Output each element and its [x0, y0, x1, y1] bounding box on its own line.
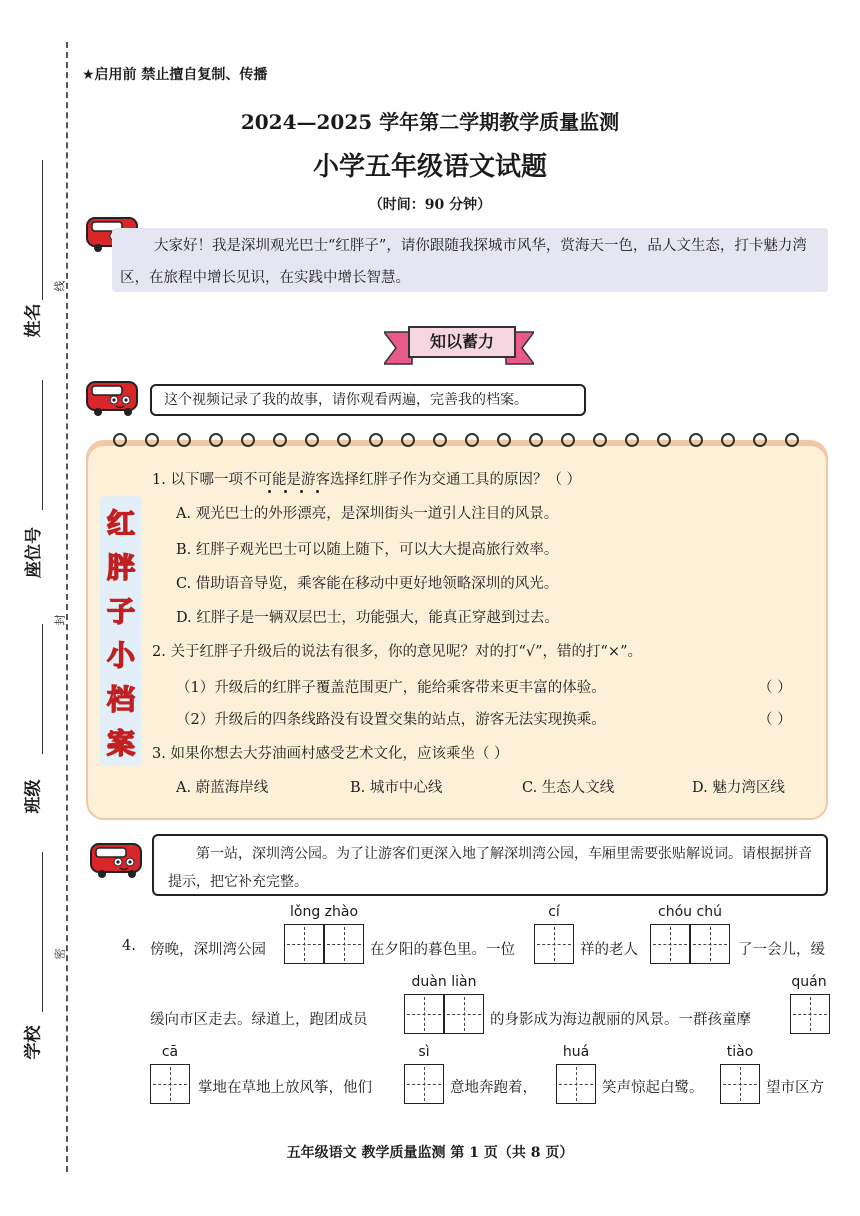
school-blank-line — [42, 852, 43, 1012]
card-title-char: 案 — [106, 727, 135, 760]
q4-text: 掌地在草地上放风筝，他们 — [198, 1080, 372, 1096]
school-label: 学校 — [23, 1025, 44, 1060]
card-title-char: 胖 — [106, 551, 135, 584]
subject-title: 小学五年级语文试题 — [312, 152, 547, 182]
seal-mark-mi: 密 — [53, 948, 67, 960]
pinyin-hint: quán — [791, 974, 827, 990]
q4-text: 缓向市区走去。绿道上，跑团成员 — [150, 1012, 368, 1028]
question-3-option-b: B. 城市中心线 — [350, 780, 443, 796]
q4-text: 了一会儿，缓 — [738, 942, 825, 958]
seal-mark-feng: 封 — [53, 614, 67, 626]
q4-text: 望市区方 — [766, 1080, 824, 1096]
tianzige-box[interactable] — [324, 924, 364, 964]
card-title-char: 子 — [106, 595, 135, 628]
name-label: 姓名 — [23, 303, 44, 338]
pinyin-hint: cā — [161, 1044, 179, 1060]
tianzige-box[interactable] — [534, 924, 574, 964]
emphasis-dot — [268, 490, 271, 493]
page-footer: 五年级语文 教学质量监测 第 1 页（共 8 页） — [286, 1145, 574, 1161]
binding-dashed-line — [66, 42, 68, 1172]
bus-profile-card — [86, 440, 828, 820]
card-title-char: 红 — [106, 507, 135, 540]
question-4-number: 4. — [122, 938, 136, 954]
seat-label: 座位号 — [24, 527, 44, 578]
pinyin-hint: sì — [418, 1044, 430, 1060]
tianzige-box[interactable] — [284, 924, 324, 964]
question-3-option-a: A. 蔚蓝海岸线 — [176, 780, 269, 796]
pinyin-hint: lǒng zhào — [289, 904, 359, 920]
tianzige-box[interactable] — [720, 1064, 760, 1104]
seat-blank-line — [42, 380, 43, 510]
q4-text: 祥的老人 — [580, 942, 638, 958]
card-title-char: 小 — [106, 639, 135, 672]
intro-box — [112, 228, 828, 292]
question-2-item-2: （2）升级后的四条线路没有设置交集的站点，游客无法实现换乘。 — [176, 712, 606, 728]
time-note: （时间：90 分钟） — [368, 197, 492, 213]
question-3-option-c: C. 生态人文线 — [522, 780, 615, 796]
q4-text: 傍晚，深圳湾公园 — [150, 942, 266, 958]
station-instruction-bubble — [152, 834, 828, 896]
pinyin-hint: chóu chú — [658, 904, 722, 920]
question-3-stem: 3. 如果你想去大芬油画村感受艺术文化，应该乘坐（ ） — [152, 746, 509, 762]
red-bus-mascot-icon — [88, 840, 146, 880]
question-2-stem: 2. 关于红胖子升级后的说法有很多，你的意见呢？对的打“√”，错的打“×”。 — [152, 644, 642, 660]
pinyin-hint: duàn liàn — [411, 974, 477, 990]
tianzige-box[interactable] — [150, 1064, 190, 1104]
pinyin-hint: huá — [562, 1044, 590, 1060]
question-1-stem: 1. 以下哪一项不可能是游客选择红胖子作为交通工具的原因？（ ） — [152, 472, 582, 488]
emphasis-dot — [284, 490, 287, 493]
q4-text: 在夕阳的暮色里。一位 — [370, 942, 515, 958]
q4-text: 的身影成为海边靓丽的风景。一群孩童摩 — [490, 1012, 751, 1028]
card-title-char: 档 — [106, 683, 135, 716]
tianzige-box[interactable] — [790, 994, 830, 1034]
video-instruction-bubble: 这个视频记录了我的故事，请你观看两遍，完善我的档案。 — [150, 384, 586, 416]
intro-text: 大家好！我是深圳观光巴士“红胖子”，请你跟随我探城市风华，赏海天一色，品人文生态，打卡魅力湾区，在旅程中增长见识，在实践中增长智慧。 — [120, 238, 807, 286]
confidential-notice: ★启用前 禁止擅自复制、传播 — [82, 67, 268, 83]
answer-blank[interactable]: （ ） — [758, 712, 792, 728]
pinyin-hint: cí — [548, 904, 560, 920]
question-1-option-c: C. 借助语音导览，乘客能在移动中更好地领略深圳的风光。 — [176, 576, 559, 592]
tianzige-box[interactable] — [650, 924, 690, 964]
question-1-option-a: A. 观光巴士的外形漂亮，是深圳街头一道引人注目的风景。 — [176, 506, 559, 522]
tianzige-box[interactable] — [690, 924, 730, 964]
pinyin-hint: tiào — [726, 1044, 754, 1060]
seal-mark-xian: 线 — [53, 280, 67, 292]
tianzige-box[interactable] — [404, 1064, 444, 1104]
answer-blank[interactable]: （ ） — [758, 680, 792, 696]
station-instruction-text: 第一站，深圳湾公园。为了让游客们更深入地了解深圳湾公园，车厢里需要张贴解说词。请根据拼音提示，把它补充完整。 — [168, 846, 812, 890]
section-banner: 知以蓄力 — [408, 326, 516, 358]
name-blank-line — [42, 160, 43, 300]
class-blank-line — [42, 624, 43, 754]
tianzige-box[interactable] — [444, 994, 484, 1034]
tianzige-box[interactable] — [404, 994, 444, 1034]
emphasis-dot — [300, 490, 303, 493]
q4-text: 笑声惊起白鹭。 — [602, 1080, 704, 1096]
tianzige-box[interactable] — [556, 1064, 596, 1104]
question-1-option-b: B. 红胖子观光巴士可以随上随下，可以大大提高旅行效率。 — [176, 542, 559, 558]
red-bus-mascot-icon — [84, 378, 142, 418]
emphasis-dot — [316, 490, 319, 493]
notebook-rings — [108, 428, 808, 452]
q4-text: 意地奔跑着， — [450, 1080, 537, 1096]
exam-title: 2024—2025 学年第二学期教学质量监测 — [240, 110, 620, 134]
question-3-option-d: D. 魅力湾区线 — [692, 780, 785, 796]
question-2-item-1: （1）升级后的红胖子覆盖范围更广，能给乘客带来更丰富的体验。 — [176, 680, 606, 696]
class-label: 班级 — [23, 779, 44, 814]
question-1-option-d: D. 红胖子是一辆双层巴士，功能强大，能真正穿越到过去。 — [176, 610, 559, 626]
